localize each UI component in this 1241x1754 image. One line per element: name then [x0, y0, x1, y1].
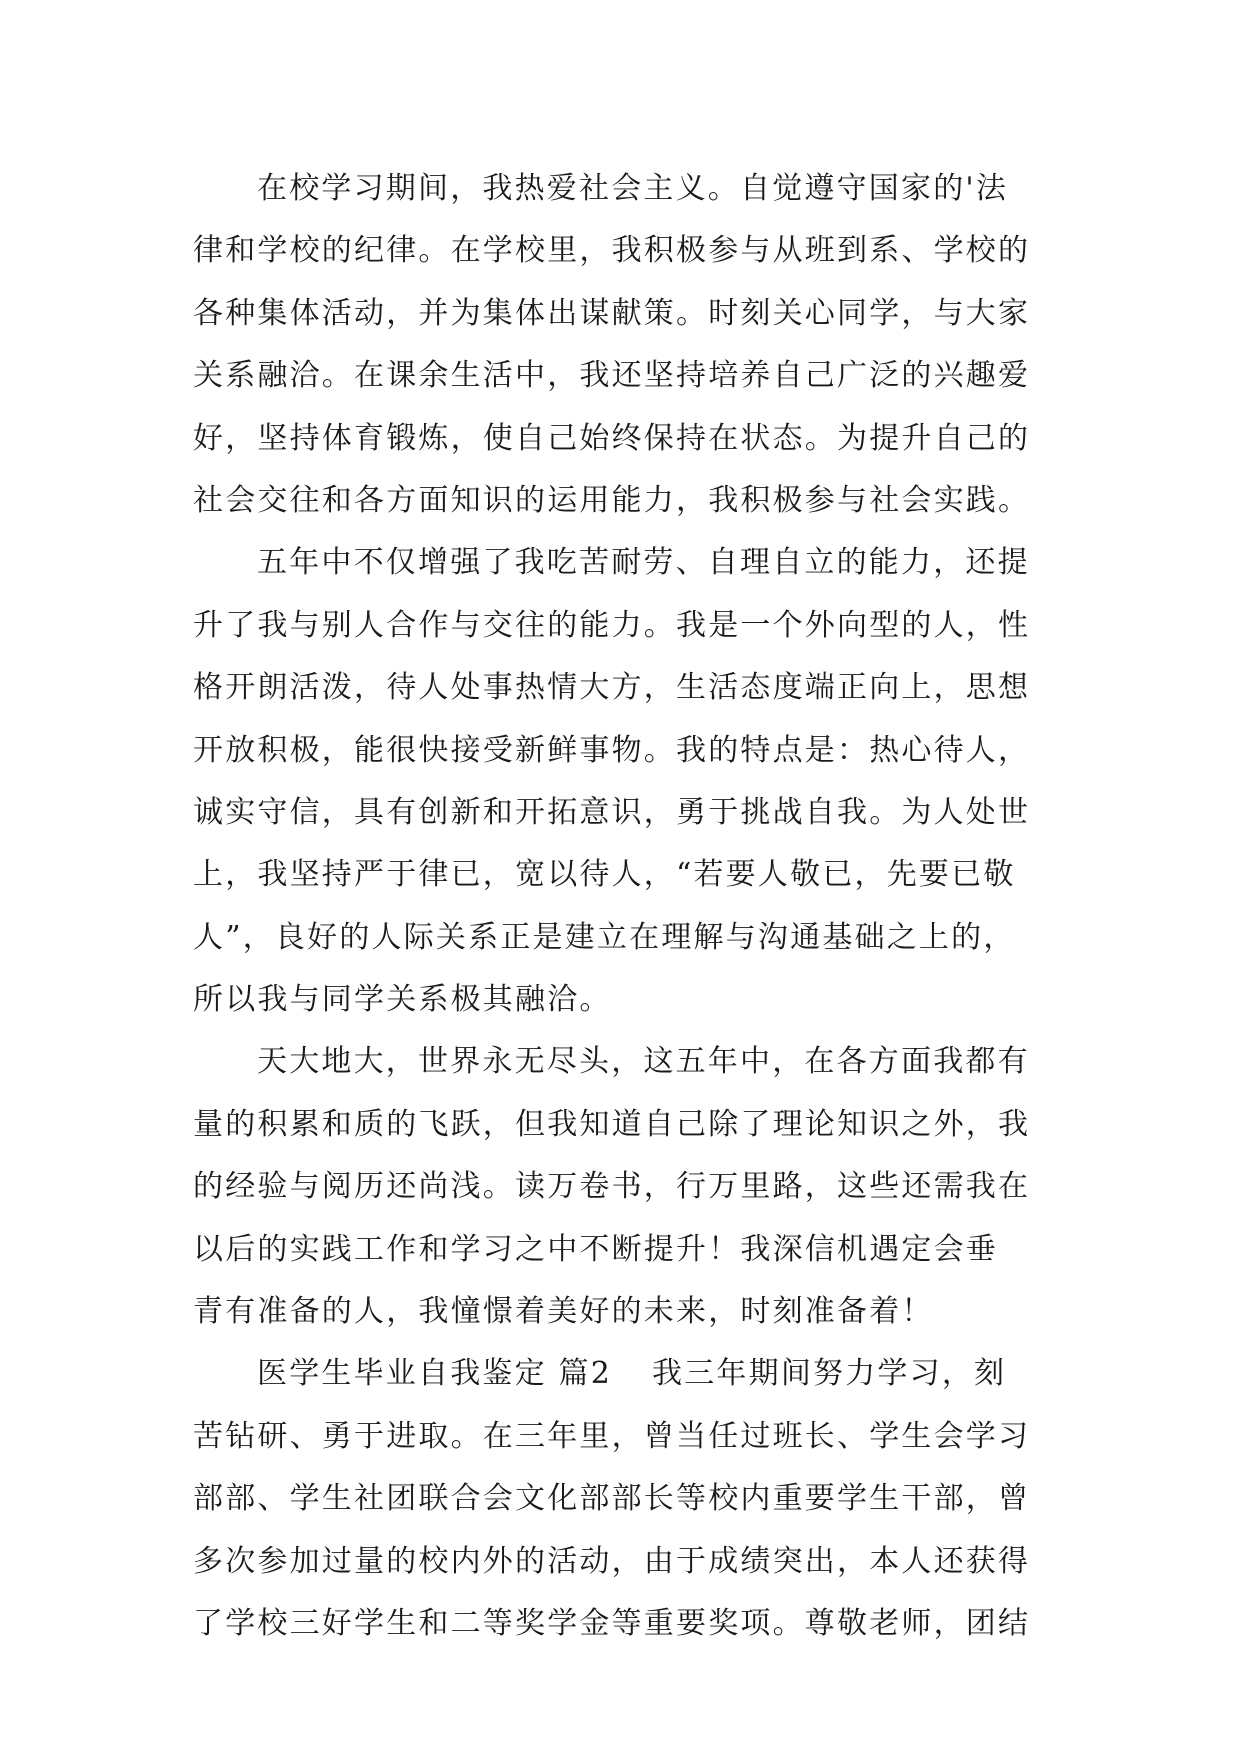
text-line: 升了我与别人合作与交往的能力。我是一个外向型的人，性 [193, 607, 1031, 643]
text-line: 部部、学生社团联合会文化部部长等校内重要学生干部，曾 [193, 1481, 1031, 1517]
text-line: 所以我与同学关系极其融洽。 [193, 982, 612, 1018]
text-line: 五年中不仅增强了我吃苦耐劳、自理自立的能力，还提 [257, 545, 1030, 581]
text-line: 开放积极，能很快接受新鲜事物。我的特点是：热心待人， [193, 732, 1031, 768]
text-line: 的经验与阅历还尚浅。读万卷书，行万里路，这些还需我在 [193, 1169, 1031, 1205]
text-line: 天大地大，世界永无尽头，这五年中，在各方面我都有 [257, 1044, 1030, 1080]
text-line: 律和学校的纪律。在学校里，我积极参与从班到系、学校的 [193, 233, 1031, 269]
section-text: 我三年期间努力学习，刻 [652, 1356, 1007, 1392]
text-line: 以后的实践工作和学习之中不断提升！我深信机遇定会垂 [193, 1231, 998, 1267]
text-line: 上，我坚持严于律已，宽以待人，“若要人敬已，先要已敬 [193, 857, 1016, 893]
text-line: 多次参加过量的校内外的活动，由于成绩突出，本人还获得 [193, 1543, 1031, 1579]
text-line: 社会交往和各方面知识的运用能力，我积极参与社会实践。 [193, 482, 1031, 518]
text-line: 了学校三好学生和二等奖学金等重要奖项。尊敬老师，团结 [193, 1605, 1031, 1641]
document-body [193, 158, 1053, 1655]
section-heading: 医学生毕业自我鉴定 篇2 [257, 1356, 613, 1392]
text-line: 诚实守信，具有创新和开拓意识，勇于挑战自我。为人处世 [193, 794, 1031, 830]
text-line: 苦钻研、勇于进取。在三年里，曾当任过班长、学生会学习 [193, 1418, 1031, 1454]
text-line: 关系融洽。在课余生活中，我还坚持培养自己广泛的兴趣爱 [193, 358, 1031, 394]
text-line: 在校学习期间，我热爱社会主义。自觉遵守国家的'法 [257, 171, 1009, 206]
text-line: 好，坚持体育锻炼，使自己始终保持在状态。为提升自己的 [193, 420, 1031, 456]
text-line: 量的积累和质的飞跃，但我知道自己除了理论知识之外，我 [193, 1106, 1031, 1142]
text-line: 各种集体活动，并为集体出谋献策。时刻关心同学，与大家 [193, 295, 1031, 331]
section-line [193, 1343, 1053, 1405]
text-line: 人”，良好的人际关系正是建立在理解与沟通基础之上的， [193, 919, 1016, 955]
text-line: 青有准备的人，我憧憬着美好的未来，时刻准备着！ [193, 1294, 934, 1330]
text-line: 格开朗活泼，待人处事热情大方，生活态度端正向上，思想 [193, 670, 1031, 706]
